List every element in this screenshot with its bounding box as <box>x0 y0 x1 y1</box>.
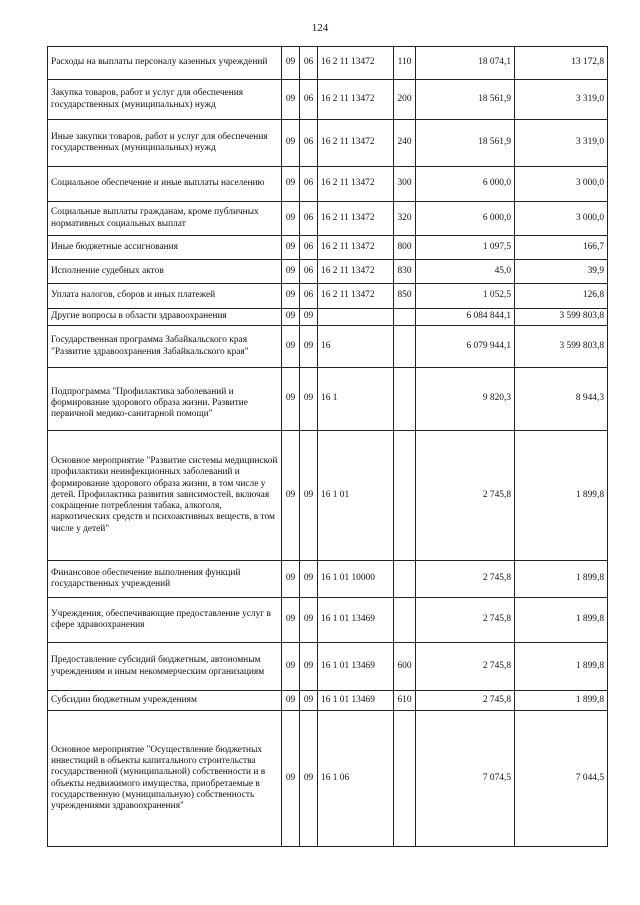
row-sum-first: 7 074,5 <box>416 711 515 847</box>
table-row <box>48 284 608 309</box>
table-row <box>48 202 608 236</box>
row-target-article: 16 <box>318 326 394 368</box>
row-sum-second: 1 899,8 <box>515 643 608 691</box>
row-sum-second: 8 944,3 <box>515 368 608 431</box>
row-target-article: 16 2 11 13472 <box>318 80 394 120</box>
row-subsection: 09 <box>300 431 318 561</box>
row-name: Субсидии бюджетным учреждениям <box>48 691 282 711</box>
row-section: 09 <box>282 711 300 847</box>
row-name: Исполнение судебных актов <box>48 260 282 284</box>
row-name: Уплата налогов, сборов и иных платежей <box>48 284 282 309</box>
row-subsection: 09 <box>300 711 318 847</box>
row-sum-first: 2 745,8 <box>416 691 515 711</box>
row-sum-second: 1 899,8 <box>515 431 608 561</box>
table-row <box>48 691 608 711</box>
row-name: Предоставление субсидий бюджетным, автономным учреждениям и иным некоммерческим организациям <box>48 643 282 691</box>
row-sum-first: 6 079 944,1 <box>416 326 515 368</box>
row-sum-first: 9 820,3 <box>416 368 515 431</box>
row-section: 09 <box>282 236 300 260</box>
row-subsection: 06 <box>300 202 318 236</box>
row-section: 09 <box>282 643 300 691</box>
row-sum-first: 6 000,0 <box>416 202 515 236</box>
row-sum-second: 3 319,0 <box>515 120 608 167</box>
row-sum-second: 166,7 <box>515 236 608 260</box>
row-section: 09 <box>282 326 300 368</box>
table-row <box>48 80 608 120</box>
row-name: Основное мероприятие "Осуществление бюджетных инвестиций в объекты капитального строительства государственной (муниципальной) собственности и в объекты недвижимого имущества, приобретаемые в государственную (муниципальную) собственность учреждениями здравоохранения" <box>48 711 282 847</box>
row-section: 09 <box>282 598 300 643</box>
row-section: 09 <box>282 202 300 236</box>
row-sum-first: 18 561,9 <box>416 120 515 167</box>
row-sum-second: 13 172,8 <box>515 47 608 80</box>
row-subsection: 09 <box>300 598 318 643</box>
row-sum-first: 2 745,8 <box>416 431 515 561</box>
row-target-article: 16 2 11 13472 <box>318 260 394 284</box>
row-expense-type: 200 <box>394 80 416 120</box>
row-target-article: 16 2 11 13472 <box>318 284 394 309</box>
table-row <box>48 47 608 80</box>
row-sum-second: 1 899,8 <box>515 561 608 598</box>
row-expense-type: 600 <box>394 643 416 691</box>
row-sum-second: 39,9 <box>515 260 608 284</box>
row-expense-type: 300 <box>394 167 416 202</box>
row-expense-type <box>394 326 416 368</box>
row-target-article: 16 1 01 13469 <box>318 598 394 643</box>
row-name: Социальные выплаты гражданам, кроме публичных нормативных социальных выплат <box>48 202 282 236</box>
row-section: 09 <box>282 691 300 711</box>
row-section: 09 <box>282 309 300 326</box>
row-section: 09 <box>282 431 300 561</box>
row-section: 09 <box>282 561 300 598</box>
row-section: 09 <box>282 260 300 284</box>
row-target-article: 16 1 06 <box>318 711 394 847</box>
row-sum-second: 1 899,8 <box>515 598 608 643</box>
row-subsection: 06 <box>300 47 318 80</box>
row-expense-type: 610 <box>394 691 416 711</box>
row-name: Закупка товаров, работ и услуг для обеспечения государственных (муниципальных) нужд <box>48 80 282 120</box>
table-row <box>48 309 608 326</box>
row-target-article: 16 1 01 <box>318 431 394 561</box>
row-target-article: 16 2 11 13472 <box>318 236 394 260</box>
row-target-article <box>318 309 394 326</box>
row-subsection: 06 <box>300 120 318 167</box>
table-row <box>48 643 608 691</box>
row-sum-second: 126,8 <box>515 284 608 309</box>
row-expense-type <box>394 598 416 643</box>
row-sum-second: 3 599 803,8 <box>515 326 608 368</box>
row-name: Расходы на выплаты персоналу казенных учреждений <box>48 47 282 80</box>
row-expense-type: 850 <box>394 284 416 309</box>
row-subsection: 09 <box>300 309 318 326</box>
row-sum-second: 3 000,0 <box>515 202 608 236</box>
row-section: 09 <box>282 80 300 120</box>
row-subsection: 09 <box>300 368 318 431</box>
row-subsection: 06 <box>300 167 318 202</box>
row-name: Учреждения, обеспечивающие предоставление услуг в сфере здравоохранения <box>48 598 282 643</box>
row-target-article: 16 2 11 13472 <box>318 202 394 236</box>
row-target-article: 16 1 01 10000 <box>318 561 394 598</box>
table-row <box>48 711 608 847</box>
row-subsection: 06 <box>300 260 318 284</box>
row-name: Социальное обеспечение и иные выплаты населению <box>48 167 282 202</box>
row-name: Подпрограмма "Профилактика заболеваний и формирование здорового образа жизни. Развитие первичной медико-санитарной помощи" <box>48 368 282 431</box>
row-sum-first: 18 561,9 <box>416 80 515 120</box>
row-subsection: 06 <box>300 80 318 120</box>
row-sum-first: 2 745,8 <box>416 643 515 691</box>
row-expense-type: 800 <box>394 236 416 260</box>
row-expense-type: 110 <box>394 47 416 80</box>
row-sum-first: 1 097,5 <box>416 236 515 260</box>
table-row <box>48 431 608 561</box>
table-row <box>48 260 608 284</box>
row-subsection: 09 <box>300 326 318 368</box>
row-sum-first: 6 000,0 <box>416 167 515 202</box>
page-number: 124 <box>311 22 329 34</box>
row-sum-first: 18 074,1 <box>416 47 515 80</box>
row-target-article: 16 2 11 13472 <box>318 167 394 202</box>
table-row <box>48 561 608 598</box>
row-expense-type <box>394 561 416 598</box>
row-expense-type: 320 <box>394 202 416 236</box>
row-expense-type: 830 <box>394 260 416 284</box>
row-subsection: 09 <box>300 691 318 711</box>
row-section: 09 <box>282 47 300 80</box>
table-row <box>48 326 608 368</box>
row-name: Другие вопросы в области здравоохранения <box>48 309 282 326</box>
budget-table <box>47 46 608 847</box>
row-subsection: 06 <box>300 284 318 309</box>
row-section: 09 <box>282 167 300 202</box>
row-sum-first: 6 084 844,1 <box>416 309 515 326</box>
row-subsection: 09 <box>300 643 318 691</box>
row-target-article: 16 1 01 13469 <box>318 643 394 691</box>
row-expense-type <box>394 309 416 326</box>
row-sum-first: 1 052,5 <box>416 284 515 309</box>
row-target-article: 16 2 11 13472 <box>318 47 394 80</box>
row-sum-first: 45,0 <box>416 260 515 284</box>
row-sum-second: 3 000,0 <box>515 167 608 202</box>
row-sum-second: 1 899,8 <box>515 691 608 711</box>
row-section: 09 <box>282 284 300 309</box>
row-expense-type <box>394 431 416 561</box>
row-sum-second: 3 599 803,8 <box>515 309 608 326</box>
table-row <box>48 598 608 643</box>
row-target-article: 16 1 01 13469 <box>318 691 394 711</box>
table-row <box>48 368 608 431</box>
row-name: Иные закупки товаров, работ и услуг для обеспечения государственных (муниципальных) нужд <box>48 120 282 167</box>
table-row <box>48 236 608 260</box>
row-expense-type <box>394 368 416 431</box>
row-expense-type <box>394 711 416 847</box>
table-row <box>48 120 608 167</box>
row-section: 09 <box>282 368 300 431</box>
row-sum-second: 7 044,5 <box>515 711 608 847</box>
row-expense-type: 240 <box>394 120 416 167</box>
row-subsection: 09 <box>300 561 318 598</box>
row-target-article: 16 2 11 13472 <box>318 120 394 167</box>
row-name: Основное мероприятие "Развитие системы медицинской профилактики неинфекционных заболеваний и формирование здорового образа жизни, в том числе у детей. Профилактика развития зависимостей, включая сокращение потребления табака, алкоголя, наркотических средств и психоактивных веществ, в том числе у детей" <box>48 431 282 561</box>
row-sum-second: 3 319,0 <box>515 80 608 120</box>
row-sum-first: 2 745,8 <box>416 561 515 598</box>
row-section: 09 <box>282 120 300 167</box>
row-target-article: 16 1 <box>318 368 394 431</box>
row-name: Иные бюджетные ассигнования <box>48 236 282 260</box>
row-subsection: 06 <box>300 236 318 260</box>
table-row <box>48 167 608 202</box>
row-name: Финансовое обеспечение выполнения функций государственных учреждений <box>48 561 282 598</box>
row-name: Государственная программа Забайкальского края "Развитие здравоохранения Забайкальского края" <box>48 326 282 368</box>
row-sum-first: 2 745,8 <box>416 598 515 643</box>
